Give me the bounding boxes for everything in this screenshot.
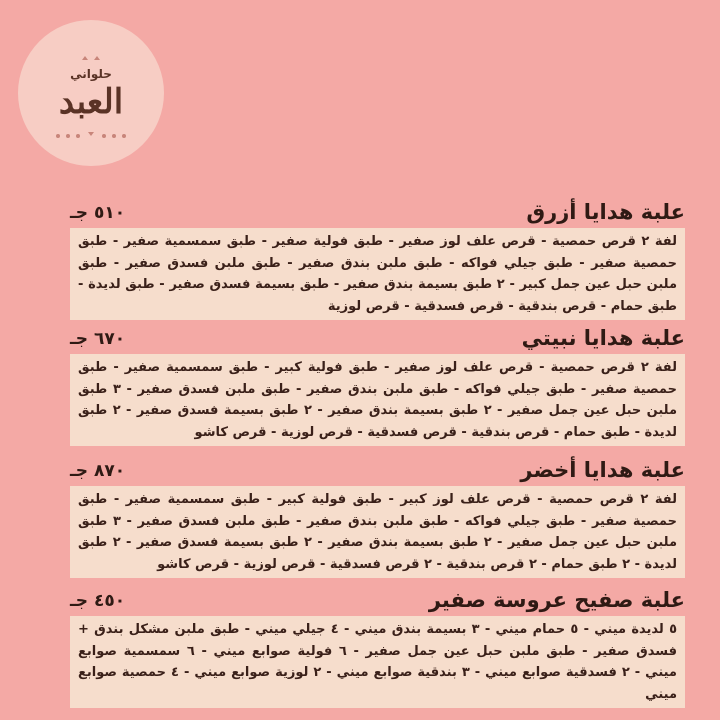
- section-title: علبة صفيح عروسة صفير: [428, 588, 685, 612]
- section-title: علبة هدايا أخضر: [520, 458, 685, 482]
- section-price: ٥١٠ جـ: [70, 203, 126, 223]
- section-description: لفة ٢ قرص حمصية - قرص علف لوز صفير - طبق فولية صفير - طبق سمسمية صفير - طبق حمصية صفير - طبق جيلي فواكه - طبق ملبن بندق صفير - طبق ملبن فسدق صفير - طبق ملبن حبل عين جمل كبير - ٢ طبق بسيمة بندق صفير - طبق بسيمة فسدق صفير - طبق لديدة - طبق حمام - قرص بندقية - قرص فسدقية - قرص لوزية: [70, 228, 685, 320]
- brand-name: العبد: [58, 82, 124, 122]
- section-description: لفة ٢ قرص حمصية - قرص علف لوز كبير - طبق فولية كبير - طبق سمسمية صفير - طبق حمصية صفير - طبق جيلي فواكه - طبق ملبن بندق صفير - طبق ملبن فسدق صفير - ٣ طبق ملبن حبل عين جمل صفير - ٢ طبق بسيمة بندق صفير - ٢ طبق بسيمة فسدق صفير - ٢ طبق لديدة - ٢ طبق حمام - ٢ قرص بندقية - ٢ قرص فسدقية - قرص لوزية - قرص كاشو: [70, 486, 685, 578]
- section-title: علبة هدايا أزرق: [526, 200, 685, 224]
- section-price: ٨٧٠ جـ: [70, 461, 126, 481]
- brand-logo: [18, 20, 164, 166]
- menu-section-burgundy: [70, 326, 685, 446]
- section-description: لفة ٢ قرص حمصية - قرص علف لوز صفير - طبق فولية كبير - طبق سمسمية صفير - طبق حمصية صفير - طبق جيلي فواكه - طبق ملبن بندق صفير - طبق ملبن فسدق صفير - ٣ طبق ملبن حبل عين جمل صفير - ٢ طبق بسيمة بندق صفير - ٢ طبق بسيمة فسدق صفير - ٢ طبق لديدة - طبق حمام - قرص بندقية - قرص فسدقية - قرص لوزية - قرص كاشو: [70, 354, 685, 446]
- section-price: ٤٥٠ جـ: [70, 591, 126, 611]
- menu-section-tin-bride: [70, 588, 685, 708]
- brand-small-text: حلواني: [70, 67, 112, 81]
- section-title: علبة هدايا نبيتي: [521, 326, 685, 350]
- menu-section-green: [70, 458, 685, 578]
- menu-section-blue: [70, 200, 685, 320]
- section-description: ٥ لديدة ميني - ٥ حمام ميني - ٣ بسيمة بندق ميني - ٤ جيلي ميني - طبق ملبن مشكل بندق + فسدق صفير - طبق ملبن حبل عين جمل صفير - ٦ فولية صوابع ميني - ٦ سمسمية صوابع ميني - ٢ فسدقية صوابع ميني - ٣ بندقية صوابع ميني - ٢ لوزية صوابع ميني - ٤ حمصية صوابع ميني: [70, 616, 685, 708]
- section-price: ٦٧٠ جـ: [70, 329, 126, 349]
